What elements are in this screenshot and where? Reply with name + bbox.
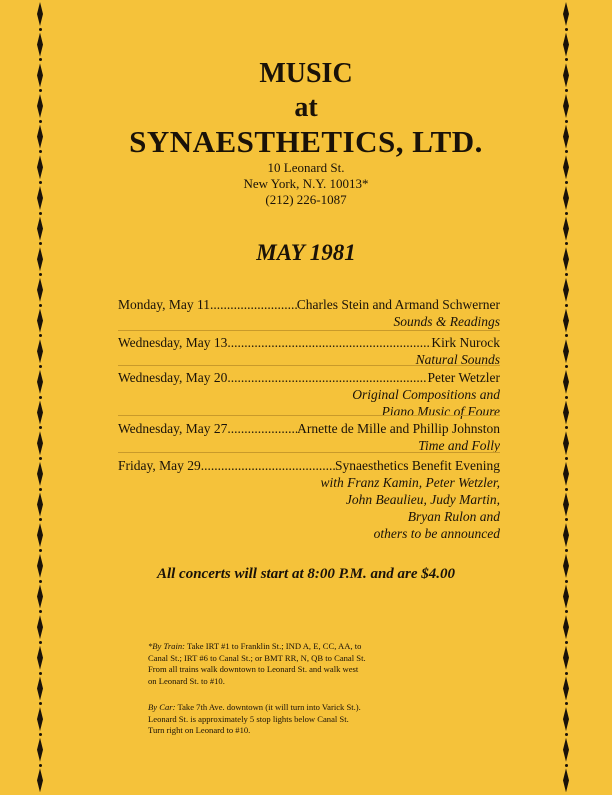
dot-ornament [39, 488, 42, 491]
diamond-ornament [563, 278, 569, 302]
event-day: Wednesday, May 27 [118, 421, 228, 436]
divider [118, 330, 500, 331]
diamond-ornament [37, 431, 43, 455]
dot-ornament [565, 672, 568, 675]
car-directions [148, 702, 366, 737]
dot-ornament [39, 457, 42, 460]
dot-leader [227, 420, 297, 437]
diamond-ornament [37, 707, 43, 731]
dot-ornament [565, 549, 568, 552]
diamond-ornament [37, 738, 43, 762]
dot-ornament [39, 518, 42, 521]
dot-ornament [565, 426, 568, 429]
header-music: MUSIC [259, 58, 353, 89]
diamond-ornament [37, 309, 43, 333]
dot-ornament [565, 488, 568, 491]
dot-ornament [565, 28, 568, 31]
event-performer: Kirk Nurock [431, 335, 500, 350]
diamond-ornament [563, 584, 569, 608]
address-phone: (212) 226-1087 [265, 192, 347, 207]
diamond-ornament [563, 738, 569, 762]
dot-leader [227, 334, 431, 351]
diamond-ornament [37, 462, 43, 486]
dot-ornament [39, 764, 42, 767]
car-label: By Car: [148, 702, 176, 712]
diamond-ornament [563, 33, 569, 57]
diamond-ornament [37, 339, 43, 363]
diamond-ornament [563, 309, 569, 333]
dot-leader [210, 296, 297, 313]
train-directions [148, 641, 366, 687]
event-program: with Franz Kamin, Peter Wetzler, [320, 475, 500, 490]
dot-ornament [39, 610, 42, 613]
event-program: Bryan Rulon and [407, 509, 500, 524]
dot-ornament [39, 641, 42, 644]
event-program: Piano Music of Foure [381, 404, 500, 419]
header-at: at [294, 92, 318, 123]
divider [118, 415, 500, 416]
diamond-ornament [37, 523, 43, 547]
dot-ornament [39, 702, 42, 705]
event-day: Friday, May 29 [118, 458, 201, 473]
diamond-ornament [37, 217, 43, 241]
divider [118, 365, 500, 366]
diamond-ornament [563, 217, 569, 241]
diamond-ornament [563, 431, 569, 455]
diamond-ornament [37, 493, 43, 517]
dot-ornament [565, 334, 568, 337]
diamond-ornament [37, 401, 43, 425]
diamond-ornament [563, 2, 569, 26]
diamond-ornament [563, 462, 569, 486]
dot-ornament [565, 457, 568, 460]
dot-ornament [39, 365, 42, 368]
diamond-ornament [37, 768, 43, 792]
diamond-ornament [37, 676, 43, 700]
dot-leader [201, 457, 335, 474]
event-2 [118, 334, 500, 368]
dot-ornament [565, 396, 568, 399]
diamond-ornament [563, 707, 569, 731]
diamond-ornament [563, 615, 569, 639]
diamond-ornament [37, 615, 43, 639]
diamond-ornament [563, 493, 569, 517]
event-performer: Arnette de Mille and Phillip Johnston [297, 421, 500, 436]
event-performer: Peter Wetzler [427, 370, 500, 385]
event-program: Original Compositions and [352, 387, 500, 402]
dot-ornament [39, 426, 42, 429]
dot-ornament [39, 273, 42, 276]
dot-ornament [565, 304, 568, 307]
dot-ornament [565, 733, 568, 736]
diamond-ornament [37, 370, 43, 394]
car-text: Take 7th Ave. downtown (it will turn into Varick St.). Leonard St. is approximately 5 stop lights below Canal St. Turn right on Leonard to #10. [148, 702, 361, 735]
diamond-ornament [563, 339, 569, 363]
dot-ornament [39, 304, 42, 307]
dot-ornament [565, 702, 568, 705]
event-program: Natural Sounds [415, 352, 500, 367]
dot-ornament [39, 672, 42, 675]
dot-ornament [39, 212, 42, 215]
dot-ornament [565, 273, 568, 276]
address-city: New York, N.Y. 10013* [243, 176, 369, 191]
dot-ornament [565, 641, 568, 644]
dot-ornament [39, 549, 42, 552]
event-day: Wednesday, May 13 [118, 335, 228, 350]
event-day: Monday, May 11 [118, 297, 210, 312]
diamond-ornament [37, 2, 43, 26]
month-heading: MAY 1981 [256, 240, 356, 265]
event-program: Time and Folly [418, 438, 500, 453]
dot-ornament [39, 334, 42, 337]
event-performer: Charles Stein and Armand Schwerner [296, 297, 500, 312]
dot-ornament [565, 518, 568, 521]
diamond-ornament [37, 33, 43, 57]
event-4 [118, 420, 500, 454]
dot-ornament [565, 610, 568, 613]
diamond-ornament [37, 278, 43, 302]
event-program: John Beaulieu, Judy Martin, [345, 492, 500, 507]
train-label: *By Train: [148, 641, 186, 651]
dot-ornament [39, 28, 42, 31]
address-street: 10 Leonard St. [267, 160, 345, 175]
diamond-ornament [37, 646, 43, 670]
train-text: Take IRT #1 to Franklin St.; IND A, E, CC, AA, to Canal St.; IRT #6 to Canal St.; or BMT RR, N, QB to Canal St. From all trains walk downtown to Leonard St. and walk west on Leonard St. to #10. [148, 641, 366, 686]
dot-ornament [565, 764, 568, 767]
event-5 [118, 457, 500, 542]
diamond-ornament [37, 584, 43, 608]
diamond-ornament [563, 646, 569, 670]
diamond-ornament [563, 768, 569, 792]
diamond-ornament [563, 676, 569, 700]
diamond-ornament [563, 523, 569, 547]
event-1 [118, 296, 500, 330]
diamond-ornament [563, 401, 569, 425]
event-performer: Synaesthetics Benefit Evening [335, 458, 500, 473]
divider [118, 452, 500, 453]
event-program: Sounds & Readings [393, 314, 500, 329]
dot-ornament [39, 396, 42, 399]
dot-ornament [39, 733, 42, 736]
event-3 [118, 369, 500, 420]
concerts-note: All concerts will start at 8:00 P.M. and are $4.00 [156, 566, 456, 582]
dot-leader [227, 369, 427, 386]
dot-ornament [565, 212, 568, 215]
header-venue: SYNAESTHETICS, LTD. [129, 124, 483, 159]
dot-ornament [565, 365, 568, 368]
event-day: Wednesday, May 20 [118, 370, 228, 385]
event-program: others to be announced [373, 526, 500, 541]
diamond-ornament [563, 370, 569, 394]
